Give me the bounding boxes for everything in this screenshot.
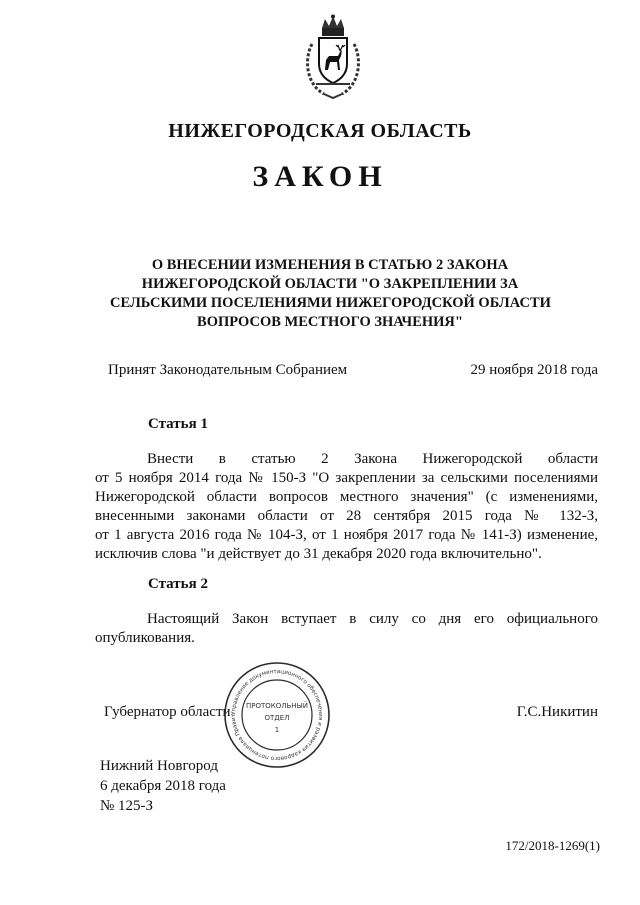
stamp-center-line: 1 [274,726,280,734]
coat-of-arms-icon [302,14,364,100]
stamp-center-line: ОТДЕЛ [264,714,290,722]
place-and-date-block [100,756,226,816]
signing-date: 6 декабря 2018 года [100,778,226,794]
law-title-line: О ВНЕСЕНИИ ИЗМЕНЕНИЯ В СТАТЬЮ 2 ЗАКОНА [151,257,509,273]
article-2-line: Настоящий Закон вступает в силу со дня его официального [147,611,598,627]
article-1-line: Нижегородской области вопросов местного значения" (с изменениями, [95,489,598,505]
law-title-line: ВОПРОСОВ МЕСТНОГО ЗНАЧЕНИЯ" [197,314,463,330]
article-2-heading: Статья 2 [148,576,208,592]
law-title-line: СЕЛЬСКИМИ ПОСЕЛЕНИЯМИ НИЖЕГОРОДСКОЙ ОБЛАСТИ [110,295,551,311]
law-title-line: НИЖЕГОРОДСКОЙ ОБЛАСТИ "О ЗАКРЕПЛЕНИИ ЗА [141,276,519,292]
article-1-heading: Статья 1 [148,416,208,432]
signatory-name: Г.С.Никитин [516,704,598,720]
article-1-text [95,450,598,564]
signatory-position: Губернатор области [104,704,231,720]
stamp-ring-text: Управление документационного обеспечения и развития кадрового потенциала Правит [230,668,324,762]
adoption-statement: Принят Законодательным Собранием [108,362,348,378]
document-type-heading: ЗАКОН [252,160,388,193]
region-heading: НИЖЕГОРОДСКАЯ ОБЛАСТЬ [168,120,472,142]
stamp-center-line: ПРОТОКОЛЬНЫЙ [245,702,309,710]
document-reference: 172/2018-1269(1) [505,838,600,853]
article-1-line: от 5 ноября 2014 года № 150-З "О закреплении за сельскими поселениями [95,470,598,486]
article-1-line: Внести в статью 2 Закона Нижегородской области [147,451,598,467]
official-stamp-icon [222,660,332,770]
city: Нижний Новгород [100,758,218,774]
adoption-date: 29 ноября 2018 года [470,362,598,378]
article-1-line: от 1 августа 2016 года № 104-З, от 1 ноября 2017 года № 141-З) изменение, [95,527,598,543]
svg-text:Управление документационного о [222,660,323,761]
article-1-line: исключив слова "и действует до 31 декабря 2020 года включительно". [95,546,542,562]
article-1-line: внесенными законами области от 28 сентября 2015 года № 132-З, [95,508,598,524]
law-number: № 125-З [100,798,154,814]
article-2-text [95,610,598,648]
article-2-line: опубликования. [95,630,195,646]
law-title [110,256,550,332]
